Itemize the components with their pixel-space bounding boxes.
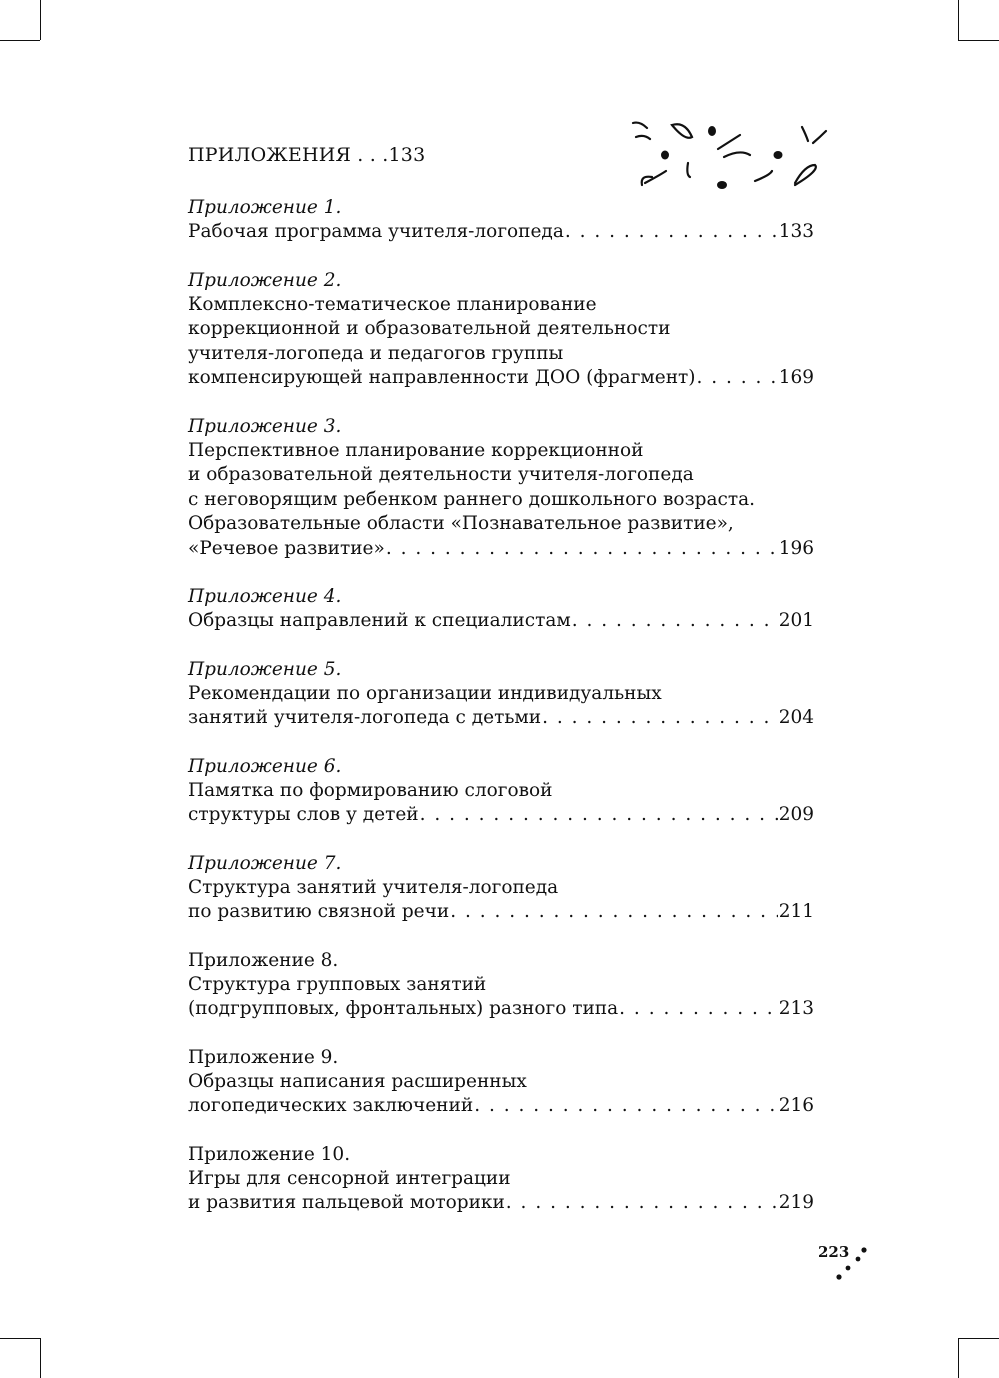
toc-entries xyxy=(188,196,814,1216)
toc-entry xyxy=(188,949,814,1022)
dot-leader xyxy=(450,900,778,925)
entry-page-number: 219 xyxy=(778,1192,814,1213)
entry-title-line: Образцы направлений к специалистам xyxy=(188,610,571,631)
entry-title-line: учителя-логопеда и педагогов группы xyxy=(188,342,564,364)
dot-leader xyxy=(697,366,778,391)
entry-label: Приложение 7. xyxy=(188,852,342,874)
entry-leader-line xyxy=(188,1094,814,1119)
entry-title-line: занятий учителя-логопеда с детьми xyxy=(188,707,542,728)
toc-entry xyxy=(188,196,814,245)
crop-mark xyxy=(40,0,41,40)
entry-leader-line xyxy=(188,609,814,634)
toc-entry xyxy=(188,755,814,828)
entry-title-line: Структура групповых занятий xyxy=(188,973,487,995)
table-of-contents xyxy=(188,143,814,1240)
entry-title-line: Перспективное планирование коррекционной xyxy=(188,439,644,461)
dot-leader xyxy=(619,997,778,1022)
entry-leader-line xyxy=(188,803,814,828)
dot-leader xyxy=(386,537,778,562)
toc-entry xyxy=(188,1046,814,1119)
entry-label: Приложение 1. xyxy=(188,197,342,218)
entry-label: Приложение 2. xyxy=(188,269,342,291)
entry-page-number: 196 xyxy=(778,537,814,559)
entry-leader-line xyxy=(188,706,814,731)
crop-mark xyxy=(0,1338,40,1339)
entry-title-line: Комплексно-тематическое планирование xyxy=(188,293,597,315)
entry-title-line: и образовательной деятельности учителя-логопеда xyxy=(188,464,694,485)
toc-entry xyxy=(188,658,814,731)
crop-mark xyxy=(40,1338,41,1378)
entry-leader-line xyxy=(188,366,814,391)
dot-leader xyxy=(474,1094,778,1119)
entry-page-number: 209 xyxy=(778,804,814,825)
entry-title-line: «Речевое развитие» xyxy=(188,537,385,559)
entry-page-number: 213 xyxy=(778,998,814,1019)
entry-leader-line xyxy=(188,1191,814,1216)
entry-title-line: коррекционной и образовательной деятельности xyxy=(188,318,671,339)
entry-label: Приложение 5. xyxy=(188,658,342,680)
entry-title-line: Рабочая программа учителя-логопеда xyxy=(188,221,564,242)
entry-page-number: 216 xyxy=(778,1095,814,1116)
toc-entry xyxy=(188,269,814,391)
toc-entry xyxy=(188,415,814,562)
entry-title-line: по развитию связной речи xyxy=(188,901,450,922)
entry-title-line: структуры слов у детей xyxy=(188,804,419,825)
crop-mark xyxy=(958,0,959,40)
dot-leader xyxy=(542,706,778,731)
dot-leader xyxy=(420,803,778,828)
entry-title-line: компенсирующей направленности ДОО (фрагмент) xyxy=(188,367,696,388)
page-number: 223 xyxy=(818,1243,850,1261)
toc-entry xyxy=(188,1143,814,1216)
entry-page-number: 204 xyxy=(778,707,814,728)
entry-title-line: (подгрупповых, фронтальных) разного типа xyxy=(188,998,619,1019)
dot-leader xyxy=(565,220,778,245)
dot-leader xyxy=(506,1191,778,1216)
entry-title-line: Памятка по формированию слоговой xyxy=(188,779,553,801)
entry-label: Приложение 9. xyxy=(188,1046,339,1068)
entry-label: Приложение 6. xyxy=(188,755,342,777)
dot-leader xyxy=(572,609,778,634)
entry-title-line: Рекомендации по организации индивидуальных xyxy=(188,682,662,704)
crop-mark xyxy=(958,40,999,41)
entry-label: Приложение 10. xyxy=(188,1143,351,1165)
crop-mark xyxy=(958,1338,959,1378)
entry-page-number: 169 xyxy=(778,367,814,388)
crop-mark xyxy=(958,1338,999,1339)
toc-entry xyxy=(188,585,814,634)
entry-leader-line xyxy=(188,220,814,245)
entry-title-line: Структура занятий учителя-логопеда xyxy=(188,876,559,898)
entry-leader-line xyxy=(188,900,814,925)
entry-title-line: Образовательные области «Познавательное развитие», xyxy=(188,513,734,534)
crop-mark xyxy=(0,40,40,41)
entry-label: Приложение 8. xyxy=(188,949,339,971)
entry-leader-line xyxy=(188,537,814,562)
entry-leader-line xyxy=(188,997,814,1022)
entry-label: Приложение 3. xyxy=(188,415,342,437)
entry-page-number: 201 xyxy=(778,610,814,631)
entry-title-line: логопедических заключений xyxy=(188,1095,474,1116)
entry-page-number: 133 xyxy=(778,221,814,242)
entry-title-line: Игры для сенсорной интеграции xyxy=(188,1167,511,1189)
toc-heading: ПРИЛОЖЕНИЯ . . .133 xyxy=(188,144,426,166)
page-number-dots-ornament xyxy=(834,1245,868,1281)
entry-title-line: с неговорящим ребенком раннего дошкольного возраста. xyxy=(188,488,756,510)
entry-title-line: и развития пальцевой моторики xyxy=(188,1192,505,1213)
entry-page-number: 211 xyxy=(778,901,814,922)
entry-title-line: Образцы написания расширенных xyxy=(188,1070,527,1092)
toc-entry xyxy=(188,852,814,925)
entry-label: Приложение 4. xyxy=(188,586,342,607)
